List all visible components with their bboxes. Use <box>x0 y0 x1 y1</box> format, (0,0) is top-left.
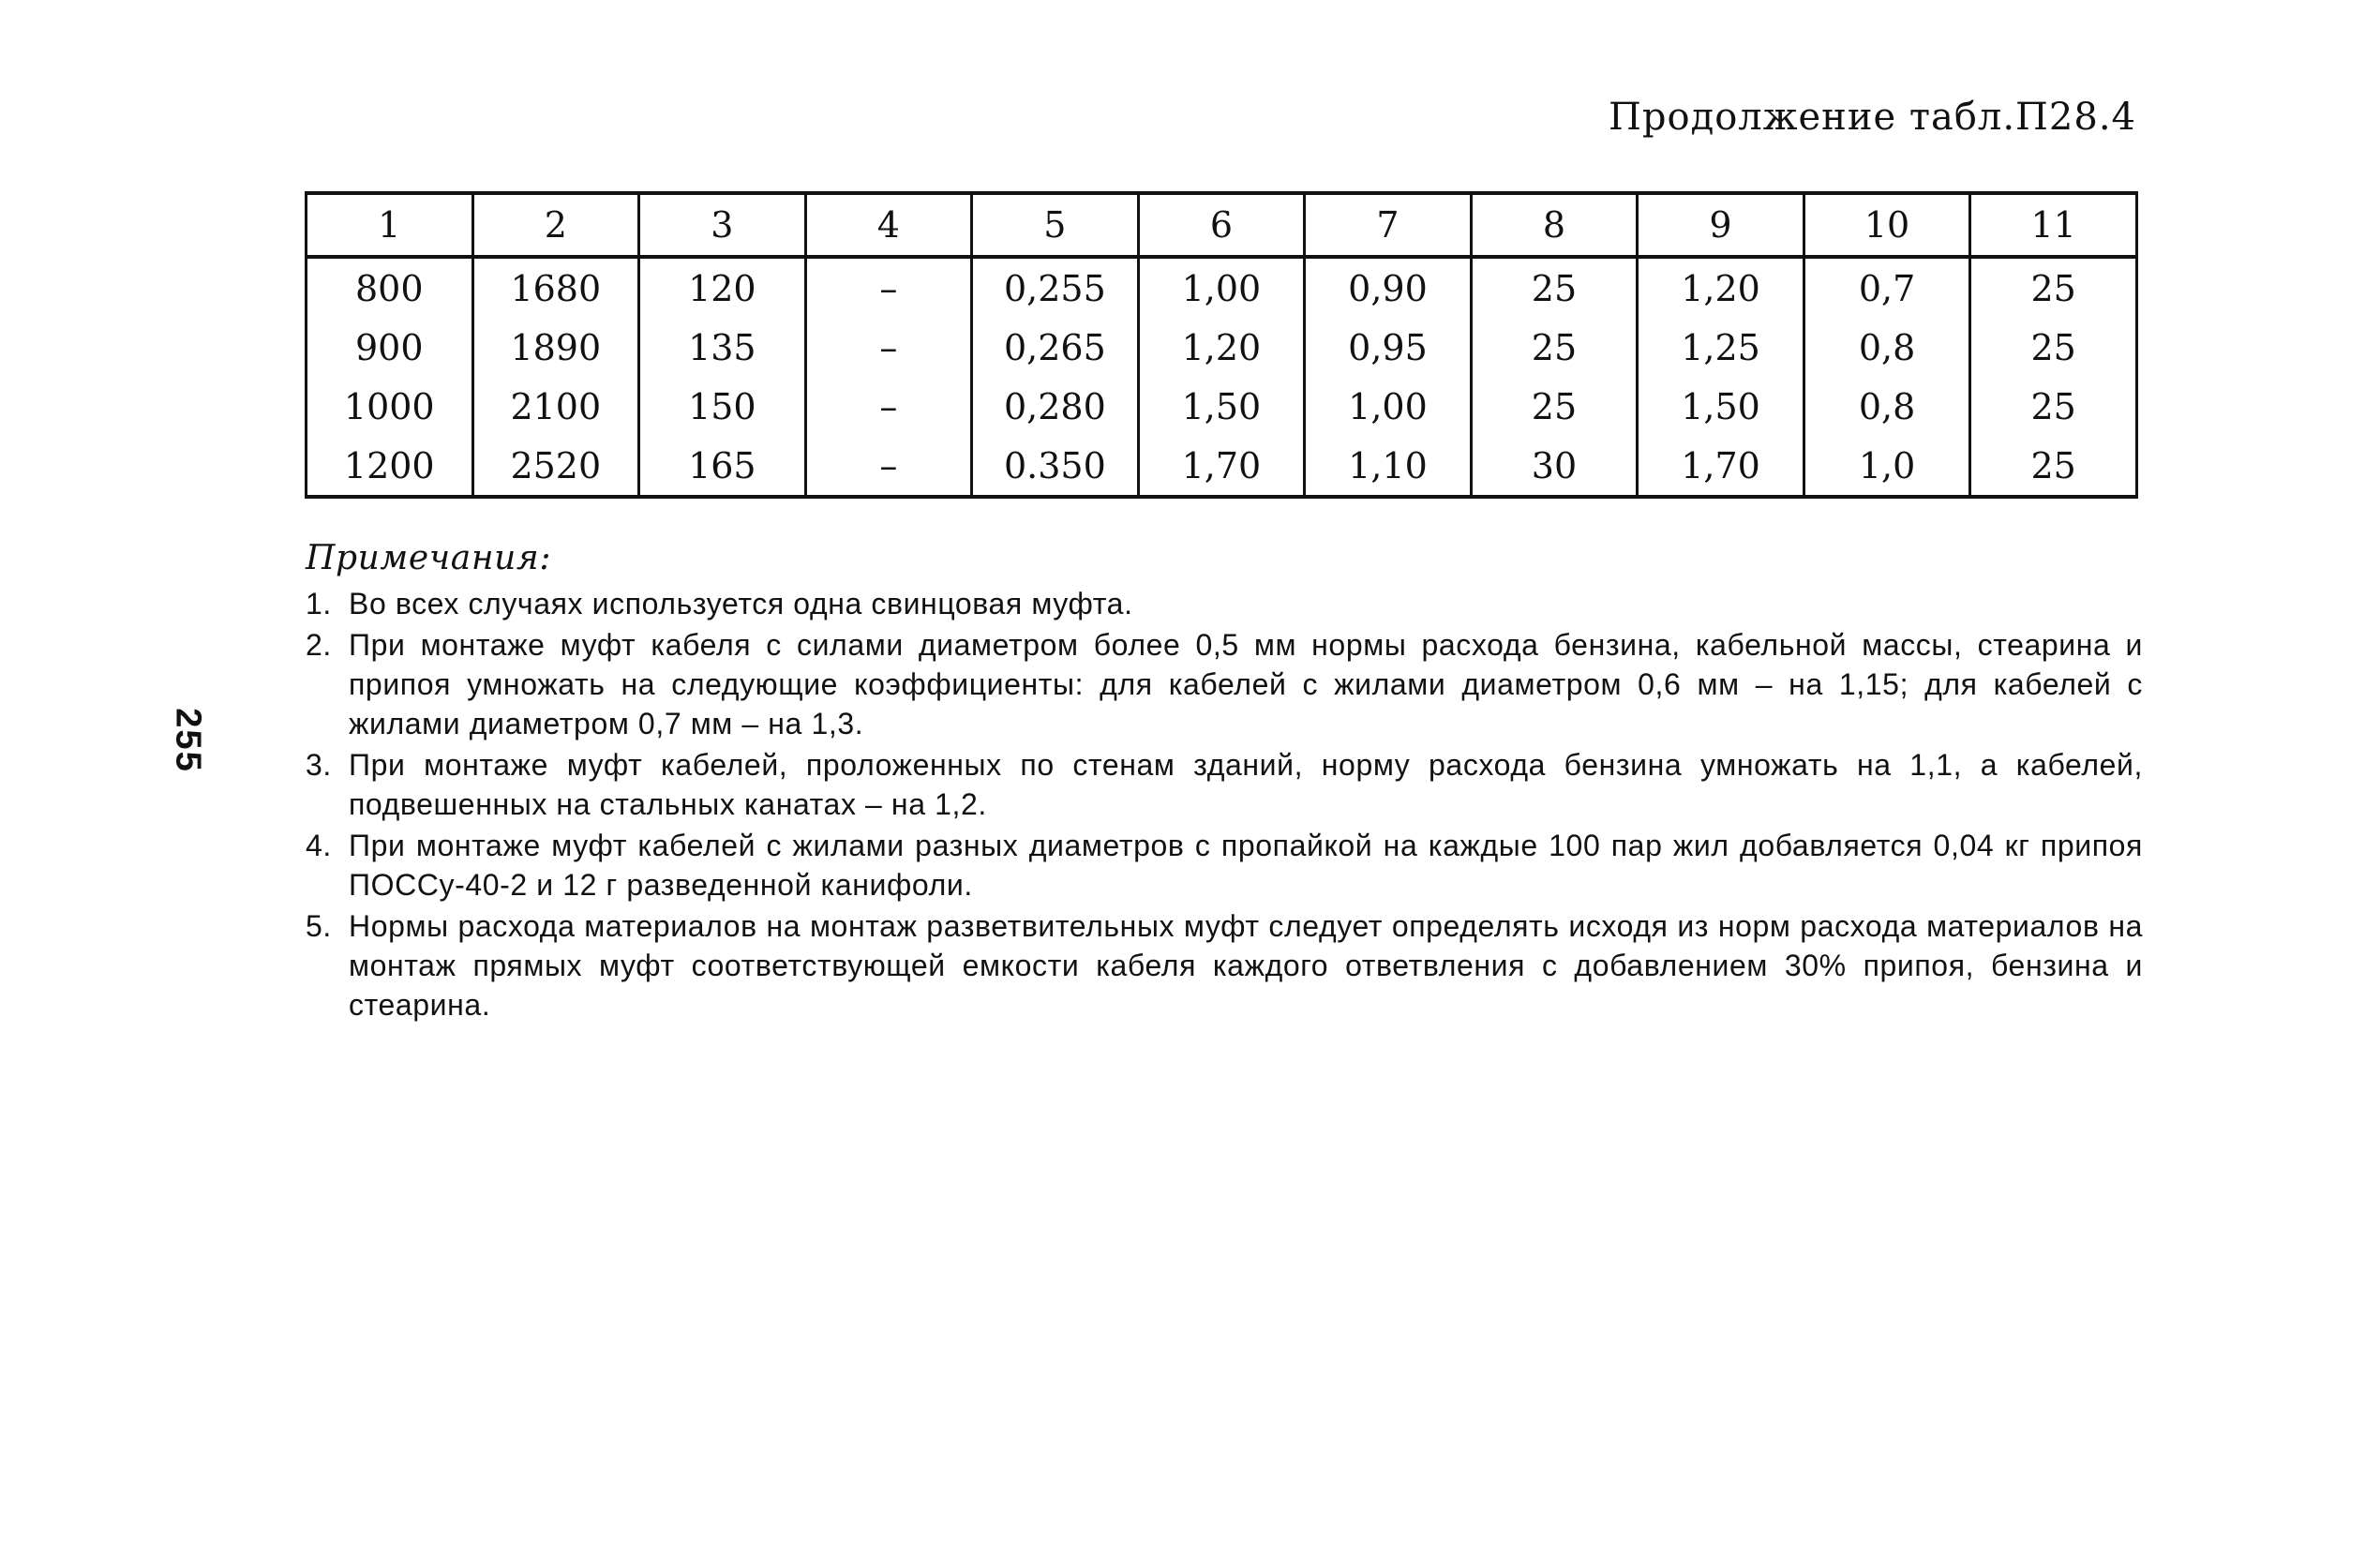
table-cell: 25 <box>1970 377 2137 436</box>
column-header: 6 <box>1138 193 1305 257</box>
note-item <box>306 625 2143 743</box>
note-text: Во всех случаях используется одна свинцовая муфта. <box>349 587 1133 621</box>
table-cell: – <box>805 318 972 377</box>
table-cell: 1,20 <box>1638 257 1804 318</box>
table-row <box>307 318 2137 377</box>
note-item <box>306 584 2143 623</box>
column-header: 11 <box>1970 193 2137 257</box>
table-cell: 1,25 <box>1638 318 1804 377</box>
column-header: 3 <box>639 193 806 257</box>
column-header: 10 <box>1804 193 1970 257</box>
table-cell: 0,95 <box>1305 318 1472 377</box>
table-cell: 2100 <box>472 377 639 436</box>
table-row <box>307 257 2137 318</box>
table-cell: 0,8 <box>1804 318 1970 377</box>
table-cell: 800 <box>307 257 473 318</box>
column-header: 5 <box>972 193 1139 257</box>
table-cell: 1,50 <box>1638 377 1804 436</box>
table-cell: 30 <box>1471 436 1638 497</box>
table-cell: 0,7 <box>1804 257 1970 318</box>
table-row <box>307 377 2137 436</box>
table-caption: Продолжение табл.П28.4 <box>1609 96 2136 139</box>
data-table <box>305 191 2138 499</box>
note-number: 3. <box>306 748 332 782</box>
table-cell: 135 <box>639 318 806 377</box>
table-cell: 120 <box>639 257 806 318</box>
table-cell: 25 <box>1471 257 1638 318</box>
column-header: 4 <box>805 193 972 257</box>
note-text: При монтаже муфт кабелей с жилами разных диаметров с пропайкой на каждые 100 пар жил добавляется 0,04 кг припоя ПОССу-40-2 и 12 г разведенной канифоли. <box>349 829 2143 902</box>
table-cell: 1000 <box>307 377 473 436</box>
table-cell: – <box>805 377 972 436</box>
note-number: 5. <box>306 909 332 943</box>
table-cell: 150 <box>639 377 806 436</box>
table-cell: 25 <box>1970 436 2137 497</box>
table-cell: 165 <box>639 436 806 497</box>
note-item <box>306 826 2143 905</box>
table-cell: 2520 <box>472 436 639 497</box>
table-cell: 900 <box>307 318 473 377</box>
note-number: 4. <box>306 829 332 862</box>
table-cell: 1,00 <box>1305 377 1472 436</box>
note-text: При монтаже муфт кабелей, проложенных по стенам зданий, норму расхода бензина умножать на 1,1, а кабелей, подвешенных на стальных канатах – на 1,2. <box>349 748 2143 821</box>
table-cell: – <box>805 257 972 318</box>
note-number: 1. <box>306 587 332 621</box>
note-text: При монтаже муфт кабеля с силами диаметром более 0,5 мм нормы расхода бензина, кабельной массы, стеарина и припоя умножать на следующие коэффициенты: для кабелей с жилами диаметром 0,6 мм – на 1,15; для кабелей с жилами диаметром 0,7 мм – на 1,3. <box>349 628 2143 740</box>
column-header: 1 <box>307 193 473 257</box>
table-cell: 0,90 <box>1305 257 1472 318</box>
table-cell: 0,280 <box>972 377 1139 436</box>
table-cell: 1890 <box>472 318 639 377</box>
table-cell: 0,255 <box>972 257 1139 318</box>
note-item <box>306 745 2143 824</box>
table-cell: 1,00 <box>1138 257 1305 318</box>
table-cell: 1,70 <box>1138 436 1305 497</box>
column-header: 9 <box>1638 193 1804 257</box>
table-cell: – <box>805 436 972 497</box>
table-cell: 0,8 <box>1804 377 1970 436</box>
column-header: 7 <box>1305 193 1472 257</box>
notes-section <box>306 539 2143 1026</box>
table-cell: 1,50 <box>1138 377 1305 436</box>
table-cell: 25 <box>1970 318 2137 377</box>
table-header-row <box>307 193 2137 257</box>
note-number: 2. <box>306 628 332 662</box>
column-header: 2 <box>472 193 639 257</box>
note-text: Нормы расхода материалов на монтаж разветвительных муфт следует определять исходя из норм расхода материалов на монтаж прямых муфт соответствующей емкости кабеля каждого ответвления с добавлением 30% припоя, бензина и стеарина. <box>349 909 2143 1022</box>
note-item <box>306 906 2143 1024</box>
table-cell: 0,265 <box>972 318 1139 377</box>
table-cell: 1,0 <box>1804 436 1970 497</box>
table-cell: 25 <box>1970 257 2137 318</box>
table-row <box>307 436 2137 497</box>
table-cell: 1,20 <box>1138 318 1305 377</box>
table-cell: 1680 <box>472 257 639 318</box>
table-cell: 25 <box>1471 377 1638 436</box>
table-cell: 25 <box>1471 318 1638 377</box>
table-cell: 0.350 <box>972 436 1139 497</box>
column-header: 8 <box>1471 193 1638 257</box>
table-cell: 1,10 <box>1305 436 1472 497</box>
page-number: 255 <box>168 708 208 773</box>
table-cell: 1200 <box>307 436 473 497</box>
table-cell: 1,70 <box>1638 436 1804 497</box>
notes-title: Примечания: <box>306 539 552 577</box>
